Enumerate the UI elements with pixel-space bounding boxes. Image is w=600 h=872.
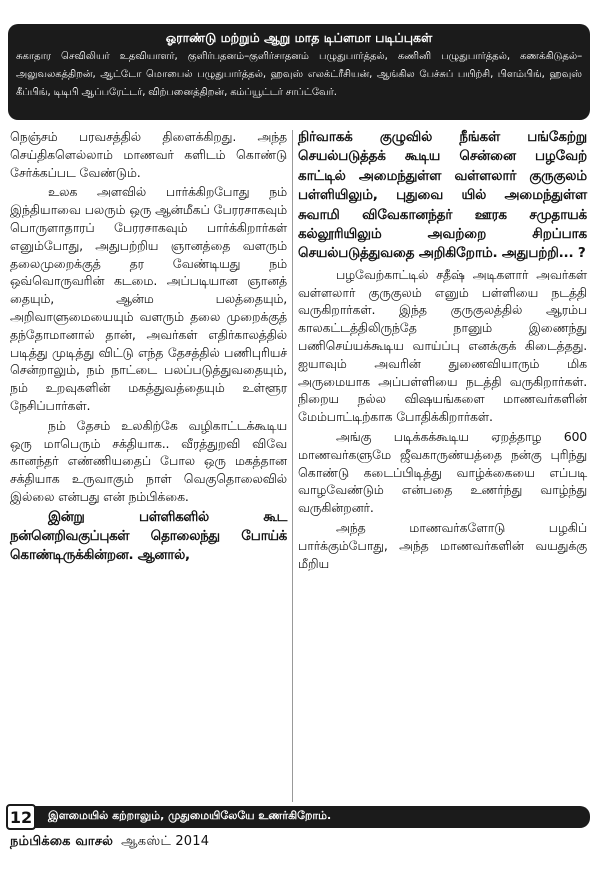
right-column	[298, 128, 587, 574]
column-divider	[292, 130, 293, 802]
right-paragraph-1: பழவேற்காட்டில் சதீஷ் அடிகளார் அவர்கள் வள்ளலார் குருகுலம் எனும் பள்ளியை நடத்தி வருகிறார்கள். இந்த குருகுலத்தில் ஆரம்ப காலகட்டத்திலிருந்தே நானும் இணைந்து பணிசெய்யக்கூடிய வாய்ப்பு எனக்குக் கிடைத்தது. ஐயாவும் அவரின் துணைவியாரும் மிக அருமையாக அப்பள்ளியை நடத்தி வருகிறார்கள். நிறைய நல்ல விஷயங்களை மாணவர்களின் மேம்பாட்டிற்காக போதிக்கிறார்கள்.	[298, 266, 587, 425]
interview-question: நிர்வாகக் குழுவில் நீங்கள் பங்கேற்று செயல்படுத்தக் கூடிய சென்னை பழவேற் காட்டில் அமைந்துள்ள வள்ளலார் குருகுலம் பள்ளியிலும், புதுவை யில் அமைந்துள்ள சுவாமி விவேகானந்தர் ஊரக சமுதாயக் கல்லூரியிலும் அவற்றை சிறப்பாக செயல்படுத்துவதை அறிகிறோம். அதுபற்றி... ?	[298, 129, 587, 262]
left-paragraph-2: உலக அளவில் பார்க்கிறபோது நம் இந்தியாவை பலரும் ஒரு ஆன்மீகப் பேரரசாகவும் பொருளாதாரப் பேரரசாகவும் பார்க்கிறார்கள் எனும்போது, அதுபற்றிய ஞானத்தை வளரும் தலைமுறைக்குத் தர வேண்டியது நம் ஒவ்வொருவரின் கடமை. அப்படியான ஞானத் தையும், ஆன்ம பலத்தையும், அறிவாளுமையையும் வளரும் தலை முறைக்குத் தந்தோமானால் தான், அவர்கள் எதிர்காலத்தில் படித்து முடித்து விட்டு எந்த தேசத்தில் பணிபுரியச் சென்றாலும், நம் நாட்டை பலப்படுத்துவதையும், நம் உறவுகளின் மகத்துவத்தையும் உள்ளூர நேசிப்பார்கள்.	[10, 184, 287, 413]
banner-title: ஓராண்டு மற்றும் ஆறு மாத டிப்ளமா படிப்புகள்	[165, 30, 433, 45]
banner-course-list: சுகாதார செவிலியர் உதவியாளர், குளிர்பதனம்–குளிர்சாதனம் பழுதுபார்த்தல், கணினி பழுதுபார்த்தல், கணக்கிடுதல்–அலுவலகத்திறன், ஆட்டோ மொபைல் பழுதுபார்த்தல், ஹவுஸ் எலக்ட்ரீசியன், ஆங்கில பேச்சுப் பயிற்சி, பிளம்பிங், ஹவுஸ் கீப்பிங், டிடிபி ஆப்பரேட்டர், விற்பனைத்திறன், கம்ப்யூட்டர் சாப்ட்வேர்.	[16, 51, 582, 98]
left-column	[10, 128, 287, 567]
left-paragraph-4: இன்று பள்ளிகளில் கூட நன்னெறிவகுப்புகள் தொலைந்து போய்க் கொண்டிருக்கின்றன. ஆனால்,	[10, 509, 287, 563]
magazine-credit	[10, 834, 209, 850]
right-paragraph-3: அந்த மாணவர்களோடு பழகிப் பார்க்கும்போது, அந்த மாணவர்களின் வயதுக்கு மீறிய	[298, 520, 587, 571]
footer-quote: இளமையில் கற்றாலும், முதுமையிலேயே உணர்கிறோம்.	[48, 809, 332, 822]
course-banner	[8, 24, 590, 120]
magazine-name: நம்பிக்கை வாசல்	[10, 834, 114, 849]
right-paragraph-2: அங்கு படிக்கக்கூடிய ஏறத்தாழ 600 மாணவர்களுமே ஜீவகாருண்யத்தை நன்கு புரிந்து கொண்டு கடைப்பிடித்து வாழ்க்கையை எப்படி வாழவேண்டும் என்பதை உணர்ந்து வாழ்ந்து வருகின்றனர்.	[298, 429, 587, 516]
left-paragraph-3: நம் தேசம் உலகிற்கே வழிகாட்டக்கூடிய ஒரு மாபெரும் சக்தியாக.. வீரத்துறவி விவே கானந்தர் எண்ணியதைப் போல ஒரு மகத்தான சக்தியாக உருவாகும் நாள் வெகுதொலைவில் இல்லை என்பது என் நம்பிக்கை.	[10, 417, 287, 504]
left-paragraph-1: நெஞ்சம் பரவசத்தில் திளைக்கிறது. அந்த செய்திகளெல்லாம் மாணவர் களிடம் கொண்டு சேர்க்கப்பட வேண்டும்.	[10, 129, 287, 180]
page-number: 12	[6, 804, 36, 830]
issue-date: ஆகஸ்ட் 2014	[121, 834, 210, 849]
footer-quote-bar	[8, 806, 590, 828]
